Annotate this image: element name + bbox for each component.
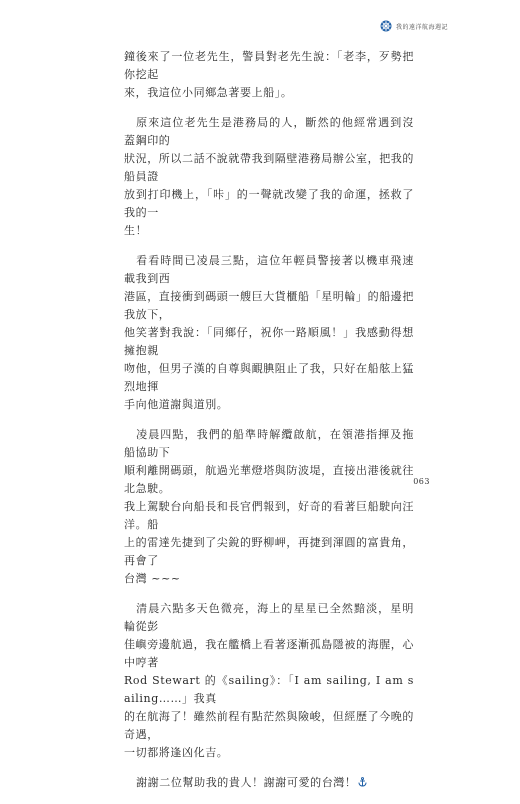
paragraph — [124, 48, 414, 102]
paragraph — [124, 600, 414, 762]
text-line: 放到打印機上，「咔」的一聲就改變了我的命運，拯救了我的一 — [124, 188, 414, 219]
anchor-icon — [358, 777, 367, 787]
paragraph — [124, 774, 414, 792]
text-line: 台灣 ~~~ — [124, 572, 181, 585]
paragraph — [124, 426, 414, 588]
text-line: 吻他，但男子漢的自尊與靦腆阻止了我，只好在船舷上猛烈地揮 — [124, 362, 414, 393]
text-line: 佳嶼旁邊航過，我在艦橋上看著逐漸孤島隱被的海腥，心中哼著 — [124, 638, 414, 669]
paragraph — [124, 252, 414, 414]
ship-wheel-icon — [380, 20, 392, 32]
running-header — [380, 20, 448, 32]
text-line: 狀況，所以二話不說就帶我到隔壁港務局辦公室，把我的船員證 — [124, 152, 414, 183]
text-line: 手向他道謝與道別。 — [124, 398, 229, 411]
text-line: 原來這位老先生是港務局的人，斷然的他經常遇到沒蓋鋼印的 — [124, 116, 414, 147]
text-line: 他笑著對我說：「同鄉仔，祝你一路順風！」我感動得想擁抱親 — [124, 326, 414, 357]
text-line: 一切都將逢凶化吉。 — [124, 746, 229, 759]
text-line: 的在航海了！雖然前程有點茫然與險峻，但經歷了今晚的奇遇， — [124, 710, 414, 741]
text-line: 上的雷達先捷到了尖銳的野柳岬，再捷到渾圓的富貴角，再會了 — [124, 536, 414, 567]
text-line: 鐘後來了一位老先生，警員對老先生說：「老李，歹勢把你挖起 — [124, 50, 414, 81]
text-line: 來，我這位小同鄉急著要上船」。 — [124, 86, 293, 99]
paragraph — [124, 114, 414, 240]
text-line: 凌晨四點，我們的船準時解纜啟航，在領港指揮及拖船協助下 — [124, 428, 414, 459]
text-line: 看看時間已凌晨三點，這位年輕員警接著以機車飛速載我到西 — [124, 254, 414, 285]
text-line-with-icon — [124, 774, 414, 792]
text-line: 清晨六點多天色微亮，海上的星星已全然黯淡，星明輪從彭 — [124, 602, 414, 633]
text-line: 港區，直接衝到碼頭一艘巨大貨櫃船「星明輪」的船邊把我放下， — [124, 290, 414, 321]
text-line: 生！ — [124, 224, 148, 237]
running-header-title: 我的遠洋航海週記 — [395, 23, 448, 31]
text-line: 謝謝二位幫助我的貴人！謝謝可愛的台灣！ — [136, 776, 357, 789]
text-line: 我上駕駛台向船長和長官們報到，好奇的看著巨船駛向汪洋。船 — [124, 500, 414, 531]
text-line: Rod Stewart 的《sailing》：「I am sailing, I am sailing……」我真 — [124, 674, 414, 705]
text-line: 順利離開碼頭，航過光華燈塔與防波堤，直接出港後就往北急駛。 — [124, 464, 414, 495]
page-number: 063 — [413, 477, 430, 486]
body-text — [124, 48, 414, 804]
